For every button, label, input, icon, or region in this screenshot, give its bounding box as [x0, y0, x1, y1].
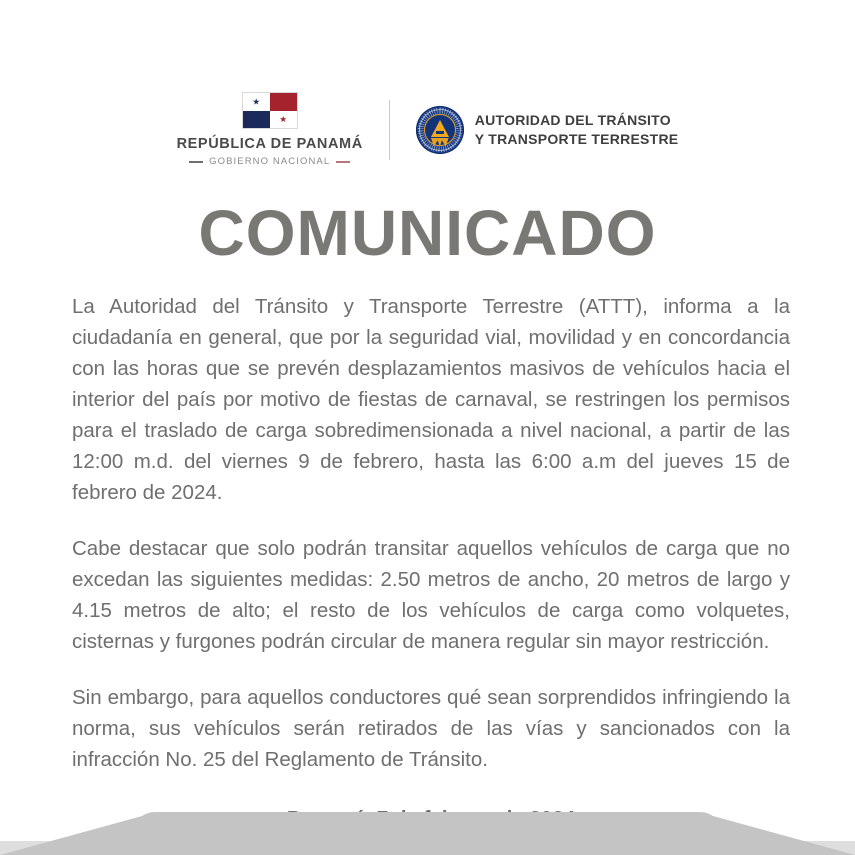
right-dash-decoration	[336, 161, 350, 163]
government-branding	[177, 92, 389, 167]
page-title: COMUNICADO	[198, 197, 657, 269]
republic-title: REPÚBLICA DE PANAMÁ	[176, 136, 363, 152]
left-dash-decoration	[189, 161, 203, 163]
government-subtitle: GOBIERNO NACIONAL	[209, 156, 331, 167]
paragraph-2: Cabe destacar que solo podrán transitar aquellos vehículos de carga que no excedan las siguientes medidas: 2.50 metros de ancho, 20 metros de largo y 4.15 metros de alto; el resto de los vehículos de carga como volquetes, cisternas y furgones podrán circular de manera regular sin mayor restricción.	[72, 537, 790, 653]
agency-name	[475, 111, 679, 147]
paragraph-1: La Autoridad del Tránsito y Transporte Terrestre (ATTT), informa a la ciudadanía en general, que por la seguridad vial, movilidad y en concordancia con las horas que se prevén desplazamientos masivos de vehículos hacia el interior del país por motivo de fiestas de carnaval, se restringen los permisos para el traslado de carga sobredimensionada a nivel nacional, a partir de las 12:00 m.d. del viernes 9 de febrero, hasta las 6:00 a.m del jueves 15 de febrero de 2024.	[72, 295, 790, 504]
government-subtitle-row	[189, 156, 350, 167]
agency-name-line1: AUTORIDAD DEL TRÁNSITO	[474, 112, 671, 129]
attt-seal-icon	[416, 106, 464, 154]
agency-name-line2: Y TRANSPORTE TERRESTRE	[474, 130, 679, 147]
institutional-header	[0, 92, 855, 167]
agency-branding	[390, 106, 679, 154]
paragraph-3: Sin embargo, para aquellos conductores qué sean sorprendidos infringiendo la norma, sus vehículos serán retirados de las vías y sancionados con la infracción No. 25 del Reglamento de Tránsito.	[72, 686, 790, 771]
footer-trapezoid-inner	[133, 812, 722, 855]
panama-flag-icon	[242, 92, 298, 129]
document-body	[72, 291, 790, 831]
